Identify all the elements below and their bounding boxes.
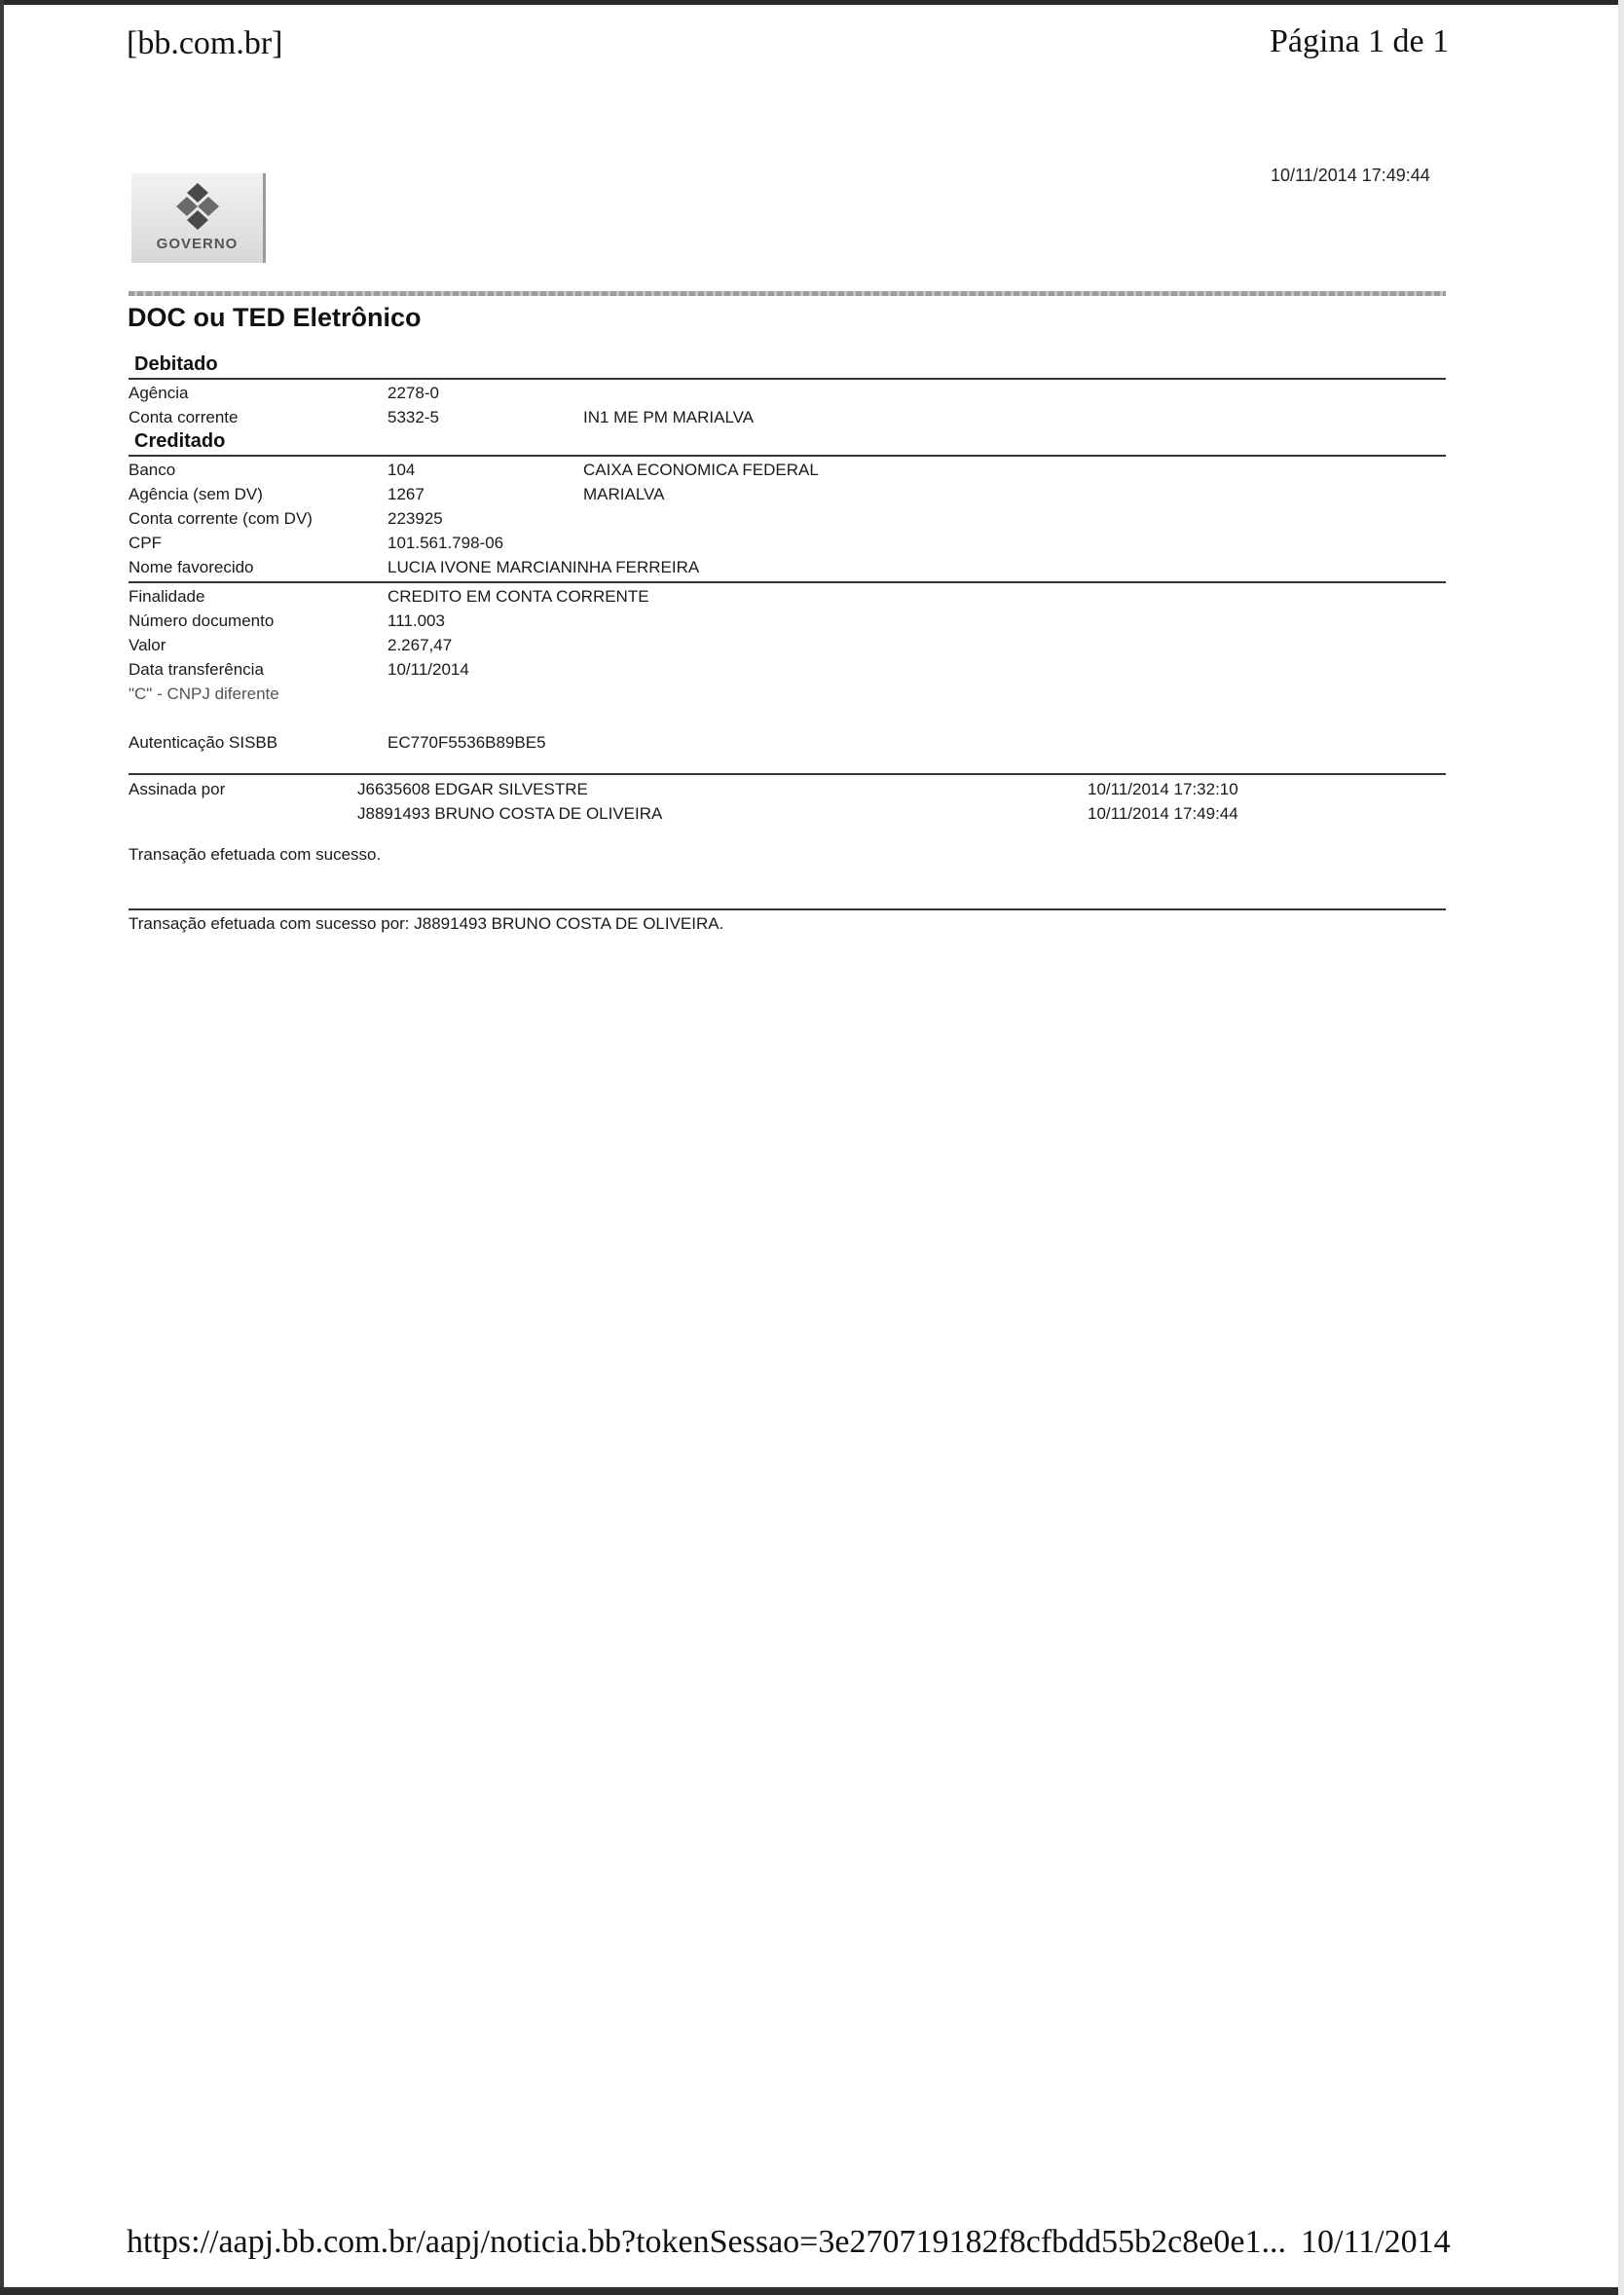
signer-name: J8891493 BRUNO COSTA DE OLIVEIRA xyxy=(357,804,663,823)
bb-logo-icon xyxy=(173,181,222,232)
field-value: 10/11/2014 xyxy=(388,660,469,679)
section-heading-creditado: Creditado xyxy=(134,430,226,452)
field-value: LUCIA IVONE MARCIANINHA FERREIRA xyxy=(388,558,700,576)
field-extra: IN1 ME PM MARIALVA xyxy=(583,408,755,426)
scan-edge-right xyxy=(1618,0,1624,2295)
scan-edge-bottom xyxy=(0,2287,1624,2295)
site-header: [bb.com.br] xyxy=(127,25,283,61)
field-value: 223925 xyxy=(388,509,443,528)
section-divider xyxy=(129,455,1446,457)
title-divider xyxy=(129,291,1446,296)
field-value: 101.561.798-06 xyxy=(388,534,504,552)
field-label: Agência xyxy=(129,384,189,402)
field-label: Finalidade xyxy=(129,587,205,606)
section-divider xyxy=(129,581,1446,583)
field-value: 111.003 xyxy=(388,611,445,630)
footer-url: https://aapj.bb.com.br/aapj/noticia.bb?tokenSessao=3e270719182f8cfbdd55b2c8e0e1... xyxy=(127,2224,1286,2260)
field-label: Autenticação SISBB xyxy=(129,733,278,752)
field-label: Data transferência xyxy=(129,660,264,679)
page-number: Página 1 de 1 xyxy=(1270,23,1450,59)
printed-timestamp: 10/11/2014 17:49:44 xyxy=(1271,166,1430,185)
field-label: Conta corrente xyxy=(129,408,239,426)
field-value: 5332-5 xyxy=(388,408,439,426)
signer-name: J6635608 EDGAR SILVESTRE xyxy=(357,780,588,798)
field-extra: CAIXA ECONOMICA FEDERAL xyxy=(583,461,819,479)
field-value: CREDITO EM CONTA CORRENTE xyxy=(388,587,649,606)
section-divider xyxy=(129,378,1446,380)
field-value: EC770F5536B89BE5 xyxy=(388,733,546,752)
field-label: Número documento xyxy=(129,611,275,630)
field-value: 2.267,47 xyxy=(388,636,453,654)
field-extra: MARIALVA xyxy=(583,485,665,503)
section-divider xyxy=(129,908,1446,910)
field-label: CPF xyxy=(129,534,162,552)
field-label: Assinada por xyxy=(129,780,226,798)
field-value: 1267 xyxy=(388,485,424,503)
status-message: Transação efetuada com sucesso. xyxy=(129,845,382,864)
field-label: Nome favorecido xyxy=(129,558,254,576)
scan-edge-top xyxy=(0,0,1624,5)
field-note: "C" - CNPJ diferente xyxy=(129,685,279,703)
field-value: 2278-0 xyxy=(388,384,439,402)
section-heading-debitado: Debitado xyxy=(134,353,218,375)
field-label: Agência (sem DV) xyxy=(129,485,263,503)
section-divider xyxy=(129,773,1446,775)
status-by-message: Transação efetuada com sucesso por: J8891493 BRUNO COSTA DE OLIVEIRA. xyxy=(129,914,724,933)
signer-date: 10/11/2014 17:49:44 xyxy=(1088,804,1238,823)
scan-edge-left xyxy=(0,0,4,2295)
field-label: Valor xyxy=(129,636,166,654)
bank-logo xyxy=(131,173,266,263)
footer-date: 10/11/2014 xyxy=(1301,2224,1451,2260)
logo-label: GOVERNO xyxy=(156,236,239,252)
signer-date: 10/11/2014 17:32:10 xyxy=(1088,780,1238,798)
field-label: Banco xyxy=(129,461,176,479)
page-title: DOC ou TED Eletrônico xyxy=(128,303,422,332)
field-value: 104 xyxy=(388,461,416,479)
field-label: Conta corrente (com DV) xyxy=(129,509,313,528)
